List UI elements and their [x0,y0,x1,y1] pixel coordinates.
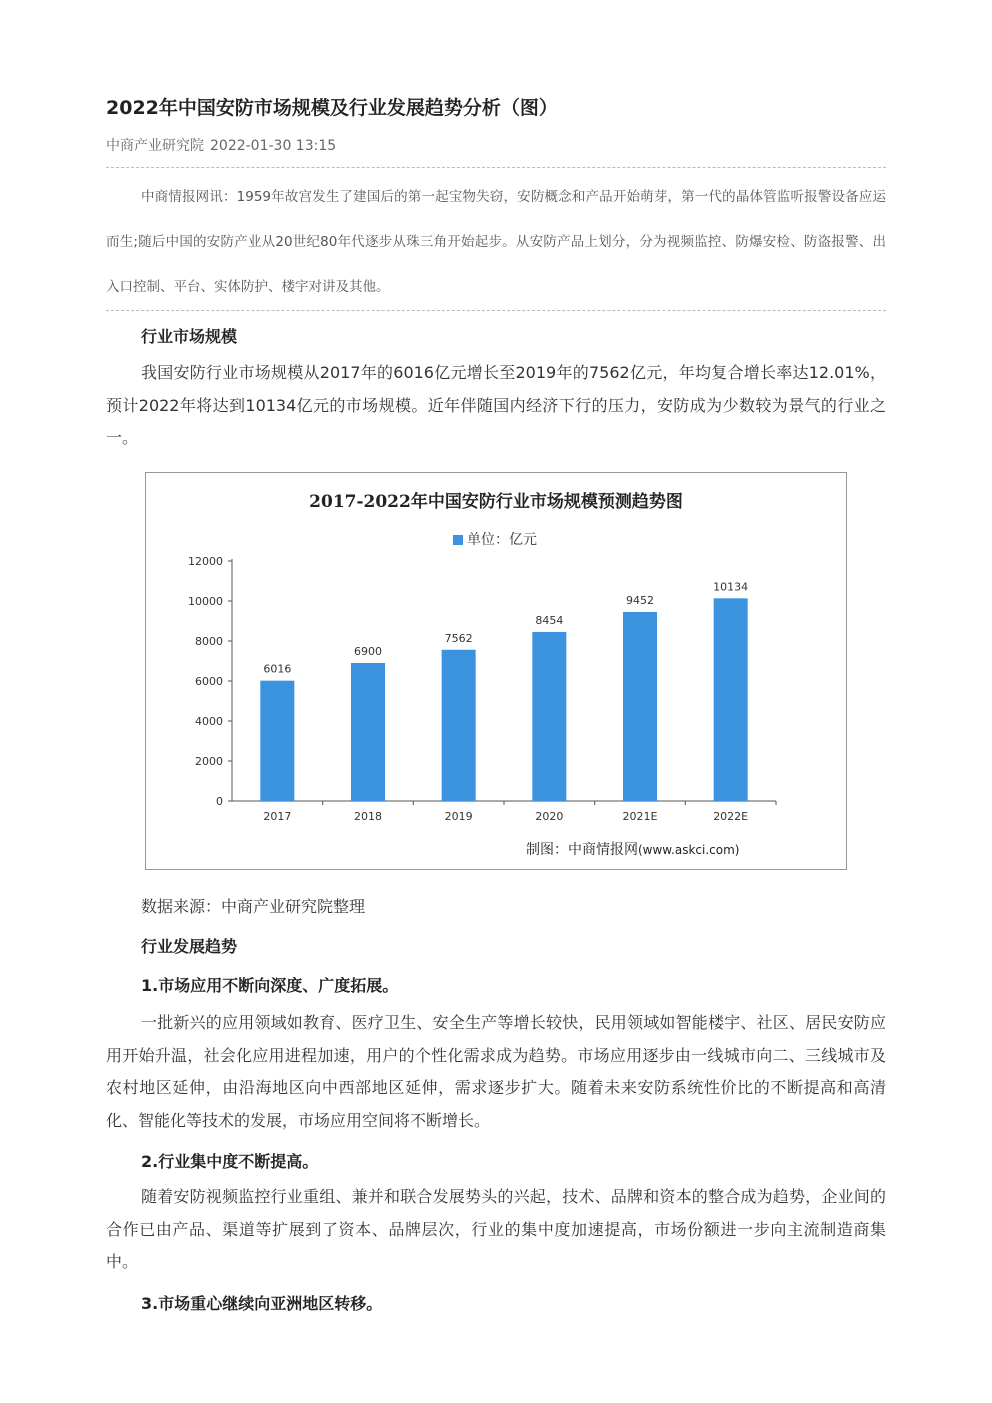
chart-credit-text: 制图：中商情报网 [526,842,638,858]
bar [623,612,657,801]
article-source: 中商产业研究院 [106,138,204,154]
heading-trend-1: 1.市场应用不断向深度、广度拓展。 [141,976,399,995]
bar-value-label: 10134 [713,580,749,594]
y-tick-label: 8000 [195,635,223,648]
data-source-note: 数据来源：中商产业研究院整理 [141,897,366,916]
x-tick-label: 2017 [263,810,292,823]
bar-value-label: 7562 [444,631,473,645]
x-tick-label: 2021E [622,810,658,823]
y-tick-label: 2000 [195,755,223,768]
y-tick-label: 0 [216,795,223,808]
bar [532,632,566,801]
bar [351,663,385,801]
article-title: 2022年中国安防市场规模及行业发展趋势分析（图） [106,97,558,119]
bar-value-label: 9452 [626,593,654,607]
bar [714,598,748,801]
chart-legend [453,529,537,549]
article-meta [106,135,342,155]
heading-trend-2: 2.行业集中度不断提高。 [141,1152,319,1171]
paragraph-trend-1: 一批新兴的应用领域如教育、医疗卫生、安全生产等增长较快，民用领域如智能楼宇、社区、居民安防应用开始升温，社会化应用进程加速，用户的个性化需求成为趋势。市场应用逐步由一线城市向二、三线城市及农村地区延伸，由沿海地区向中西部地区延伸，需求逐步扩大。随着未来安防系统性价比的不断提高和高清化、智能化等技术的发展，市场应用空间将不断增长。 [106,1013,886,1130]
article-datetime: 2022-01-30 13:15 [210,138,337,154]
chart-credit [526,839,739,859]
legend-label: 单位：亿元 [467,532,537,548]
heading-trend: 行业发展趋势 [141,937,238,956]
x-tick-label: 2020 [535,810,564,823]
chart-title: 2017-2022年中国安防行业市场规模预测趋势图 [309,492,683,512]
x-tick-label: 2022E [713,810,749,823]
bar [442,650,476,801]
legend-swatch [453,535,463,545]
y-tick-label: 12000 [188,555,223,568]
market-size-chart [145,472,847,870]
bar-value-label: 6900 [354,645,382,658]
x-tick-label: 2018 [354,810,382,823]
paragraph-trend-2: 随着安防视频监控行业重组、兼并和联合发展势头的兴起，技术、品牌和资本的整合成为趋势，企业间的合作已由产品、渠道等扩展到了资本、品牌层次，行业的集中度加速提高，市场份额进一步向主流制造商集中。 [106,1187,886,1271]
divider-top [106,167,886,168]
y-tick-label: 4000 [195,715,223,728]
article-summary: 中商情报网讯：1959年故宫发生了建国后的第一起宝物失窃，安防概念和产品开始萌芽，第一代的晶体管监听报警设备应运而生;随后中国的安防产业从20世纪80年代逐步从珠三角开始起步。从安防产品上划分，分为视频监控、防爆安检、防盗报警、出入口控制、平台、实体防护、楼宇对讲及其他。 [106,189,886,295]
bar-value-label: 8454 [535,613,564,627]
x-tick-label: 2019 [444,810,473,823]
heading-market-size: 行业市场规模 [141,327,238,346]
bar [260,681,294,801]
paragraph-market-size: 我国安防行业市场规模从2017年的6016亿元增长至2019年的7562亿元，年均复合增长率达12.01%，预计2022年将达到10134亿元的市场规模。近年伴随国内经济下行的压力，安防成为少数较为景气的行业之一。 [106,363,886,447]
divider-bottom [106,310,886,311]
bar-value-label: 6016 [263,662,292,676]
y-tick-label: 10000 [188,595,223,608]
y-tick-label: 6000 [195,675,223,688]
chart-credit-url: (www.askci.com) [638,843,740,857]
heading-trend-3: 3.市场重心继续向亚洲地区转移。 [141,1294,383,1313]
